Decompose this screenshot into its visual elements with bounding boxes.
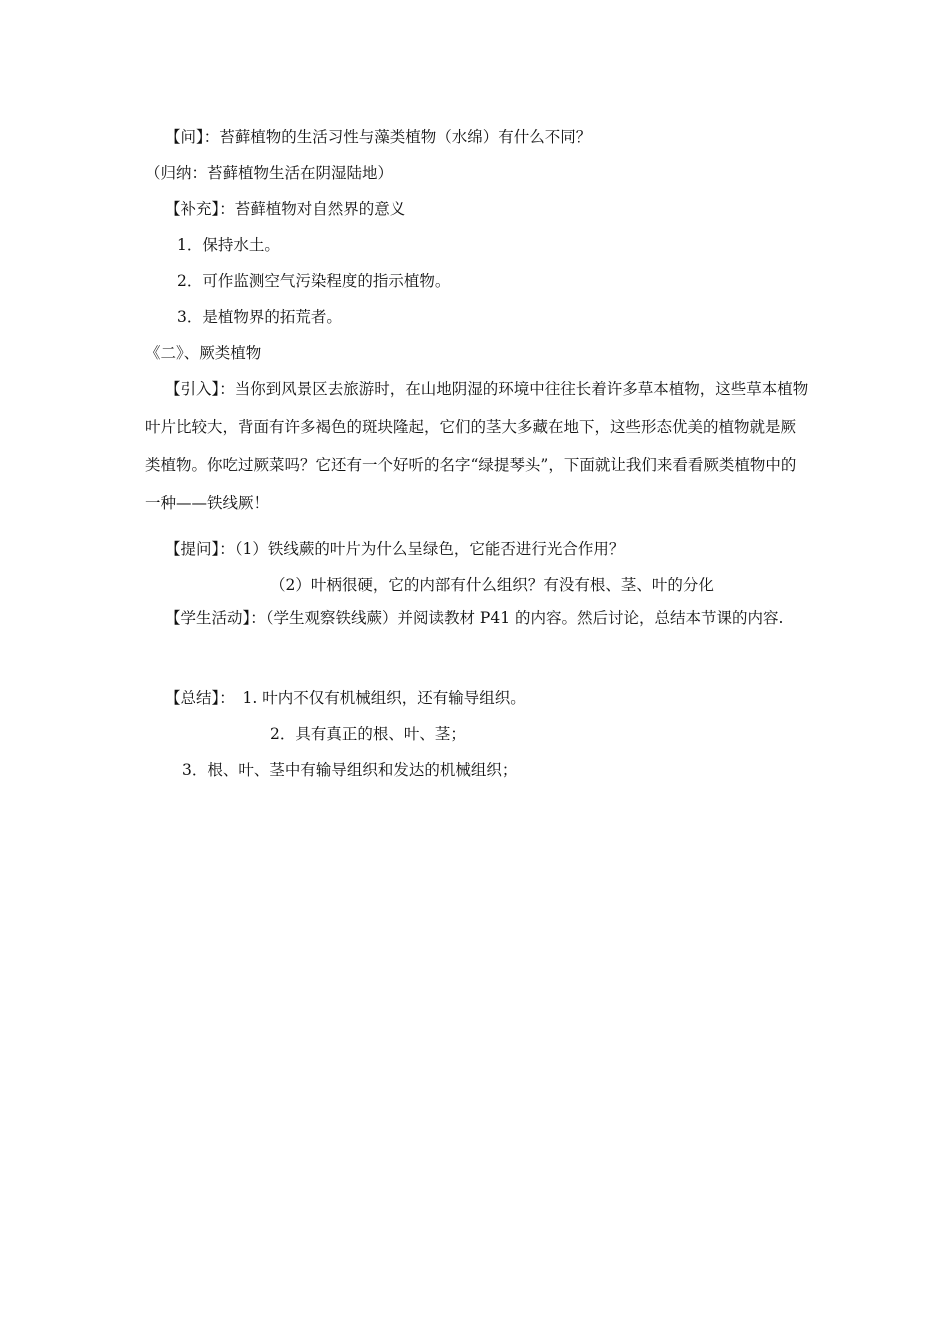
intro-paragraph: 【引入】：当你到风景区去旅游时，在山地阴湿的环境中往往长着许多草本植物，这些草本植物叶片比较大，背面有许多褐色的斑块隆起，它们的茎大多藏在地下，这些形态优美的植物就是厥类植物。你吃过厥菜吗？它还有一个好听的名字“绿提琴头”，下面就让我们来看看厥类植物中的一种——铁线厥！ xyxy=(145,380,809,512)
supplement-heading: 【补充】：苔藓植物对自然界的意义 xyxy=(165,200,406,218)
question-line: 【问】：苔藓植物的生活习性与藻类植物（水绵）有什么不同？ xyxy=(165,128,592,146)
question-line: 【提问】：（1）铁线蕨的叶片为什么呈绿色，它能否进行光合作用？ xyxy=(165,540,625,558)
question-line: （2）叶柄很硬，它的内部有什么组织？有没有根、茎、叶的分化 xyxy=(270,576,714,594)
conclusion-line: 2．具有真正的根、叶、茎； xyxy=(270,725,466,743)
conclusion-line: 【总结】： 1. 叶内不仅有机械组织，还有输导组织。 xyxy=(165,689,526,707)
conclusion-line: 3．根、叶、茎中有输导组织和发达的机械组织； xyxy=(182,761,518,779)
list-item: 1．保持水土。 xyxy=(177,236,280,254)
list-item: 2．可作监测空气污染程度的指示植物。 xyxy=(177,272,451,290)
section-heading: 《二》、厥类植物 xyxy=(145,344,262,362)
activity-paragraph: 【学生活动】：（学生观察铁线蕨）并阅读教材 P41 的内容。然后讨论，总结本节课的内容. xyxy=(165,609,784,627)
list-item: 3．是植物界的拓荒者。 xyxy=(177,308,342,326)
summary-note: （归纳：苔藓植物生活在阴湿陆地） xyxy=(145,164,394,182)
